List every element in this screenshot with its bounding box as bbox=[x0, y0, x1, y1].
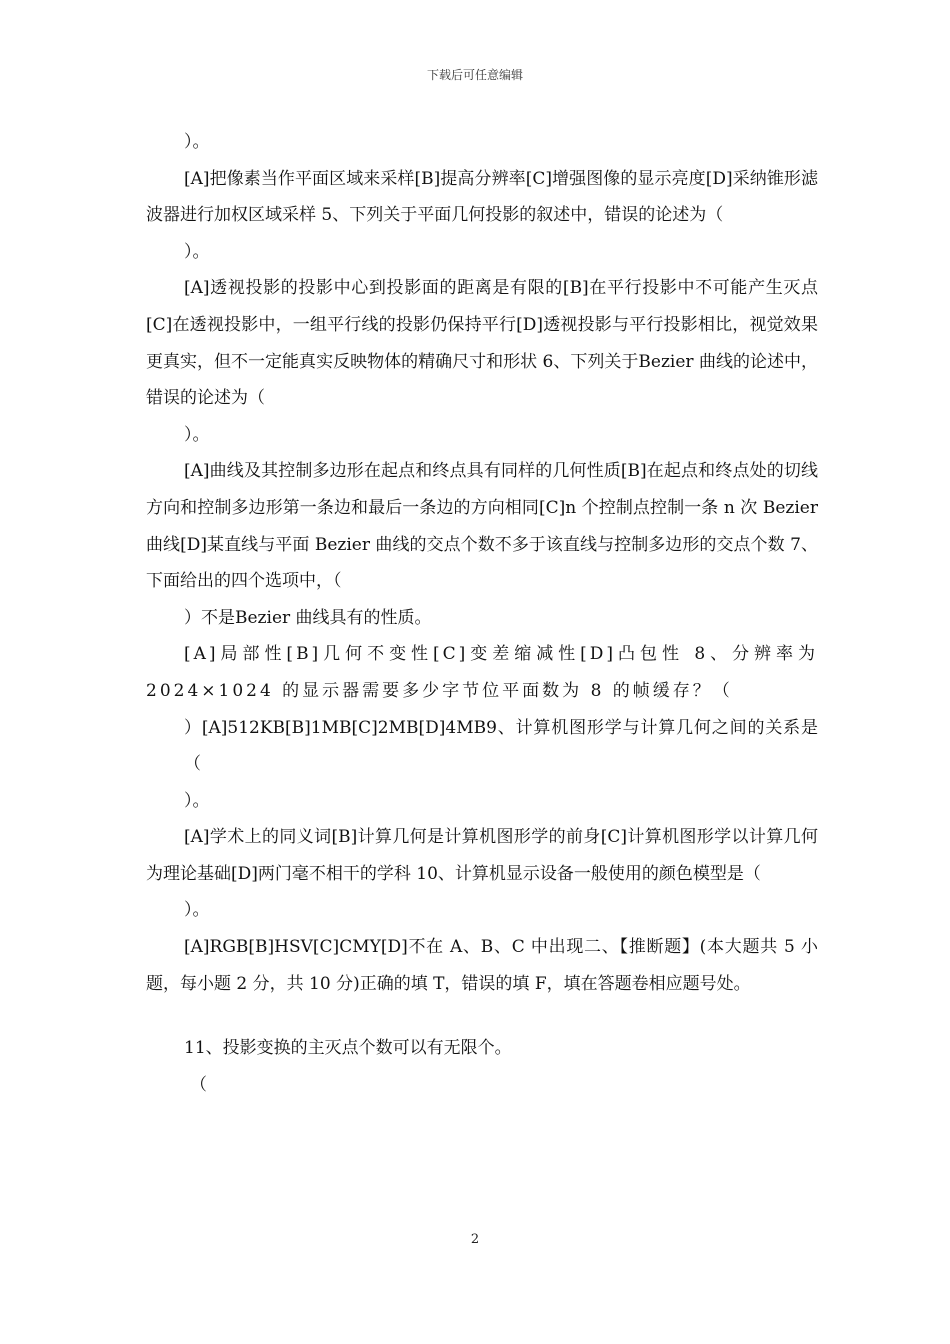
paragraph: ）。 bbox=[184, 424, 210, 445]
page-header: 下载后可任意编辑 bbox=[426, 68, 523, 82]
paragraph: ）。 bbox=[184, 790, 210, 811]
paragraph: [A]RGB[B]HSV[C]CMY[D]不在 A、B、C 中出现二、【推断题】(本大题共 5 小题，每小题 2 分，共 10 分)正确的填 T，错误的填 F，填在答题卷相应题号处。 bbox=[146, 937, 818, 994]
paragraph: ）。 bbox=[184, 241, 210, 262]
paragraph: ）不是Bezier 曲线具有的性质。 bbox=[184, 607, 432, 628]
paragraph: [A]曲线及其控制多边形在起点和终点具有同样的几何性质[B]在起点和终点处的切线方向和控制多边形第一条边和最后一条边的方向相同[C]n 个控制点控制一条 n 次 Bezier 曲线[D]某直线与平面 Bezier 曲线的交点个数不多于该直线与控制多边形的交点个数 7、下面给出的四个选项中，（ bbox=[146, 461, 818, 592]
paragraph: 11、投影变换的主灭点个数可以有无限个。 bbox=[184, 1038, 512, 1059]
paragraph: ）。 bbox=[184, 900, 210, 921]
paragraph: [A]学术上的同义词[B]计算几何是计算机图形学的前身[C]计算机图形学以计算几何为理论基础[D]两门毫不相干的学科 10、计算机显示设备一般使用的颜色模型是（ bbox=[146, 827, 818, 884]
page-number: 2 bbox=[470, 1232, 480, 1247]
document-body bbox=[146, 124, 818, 1103]
paragraph: [A]透视投影的投影中心到投影面的距离是有限的[B]在平行投影中不可能产生灭点[C]在透视投影中，一组平行线的投影仍保持平行[D]透视投影与平行投影相比，视觉效果更真实，但不一定能真实反映物体的精确尺寸和形状 6、下列关于Bezier 曲线的论述中，错误的论述为（ bbox=[146, 278, 818, 409]
paragraph: [A]局部性[B]几何不变性[C]变差缩减性[D]凸包性 8、分辨率为2024×1024 的显示器需要多少字节位平面数为 8 的帧缓存？（ bbox=[146, 644, 818, 701]
paragraph: ）。 bbox=[184, 132, 210, 152]
paragraph: ）[A]512KB[B]1MB[C]2MB[D]4MB9、计算机图形学与计算几何之间的关系是（ bbox=[184, 717, 818, 775]
paragraph: [A]把像素当作平面区域来采样[B]提高分辨率[C]增强图像的显示亮度[D]采纳锥形滤波器进行加权区域采样 5、下列关于平面几何投影的叙述中，错误的论述为（ bbox=[146, 168, 818, 226]
paragraph: （ bbox=[190, 1074, 207, 1095]
